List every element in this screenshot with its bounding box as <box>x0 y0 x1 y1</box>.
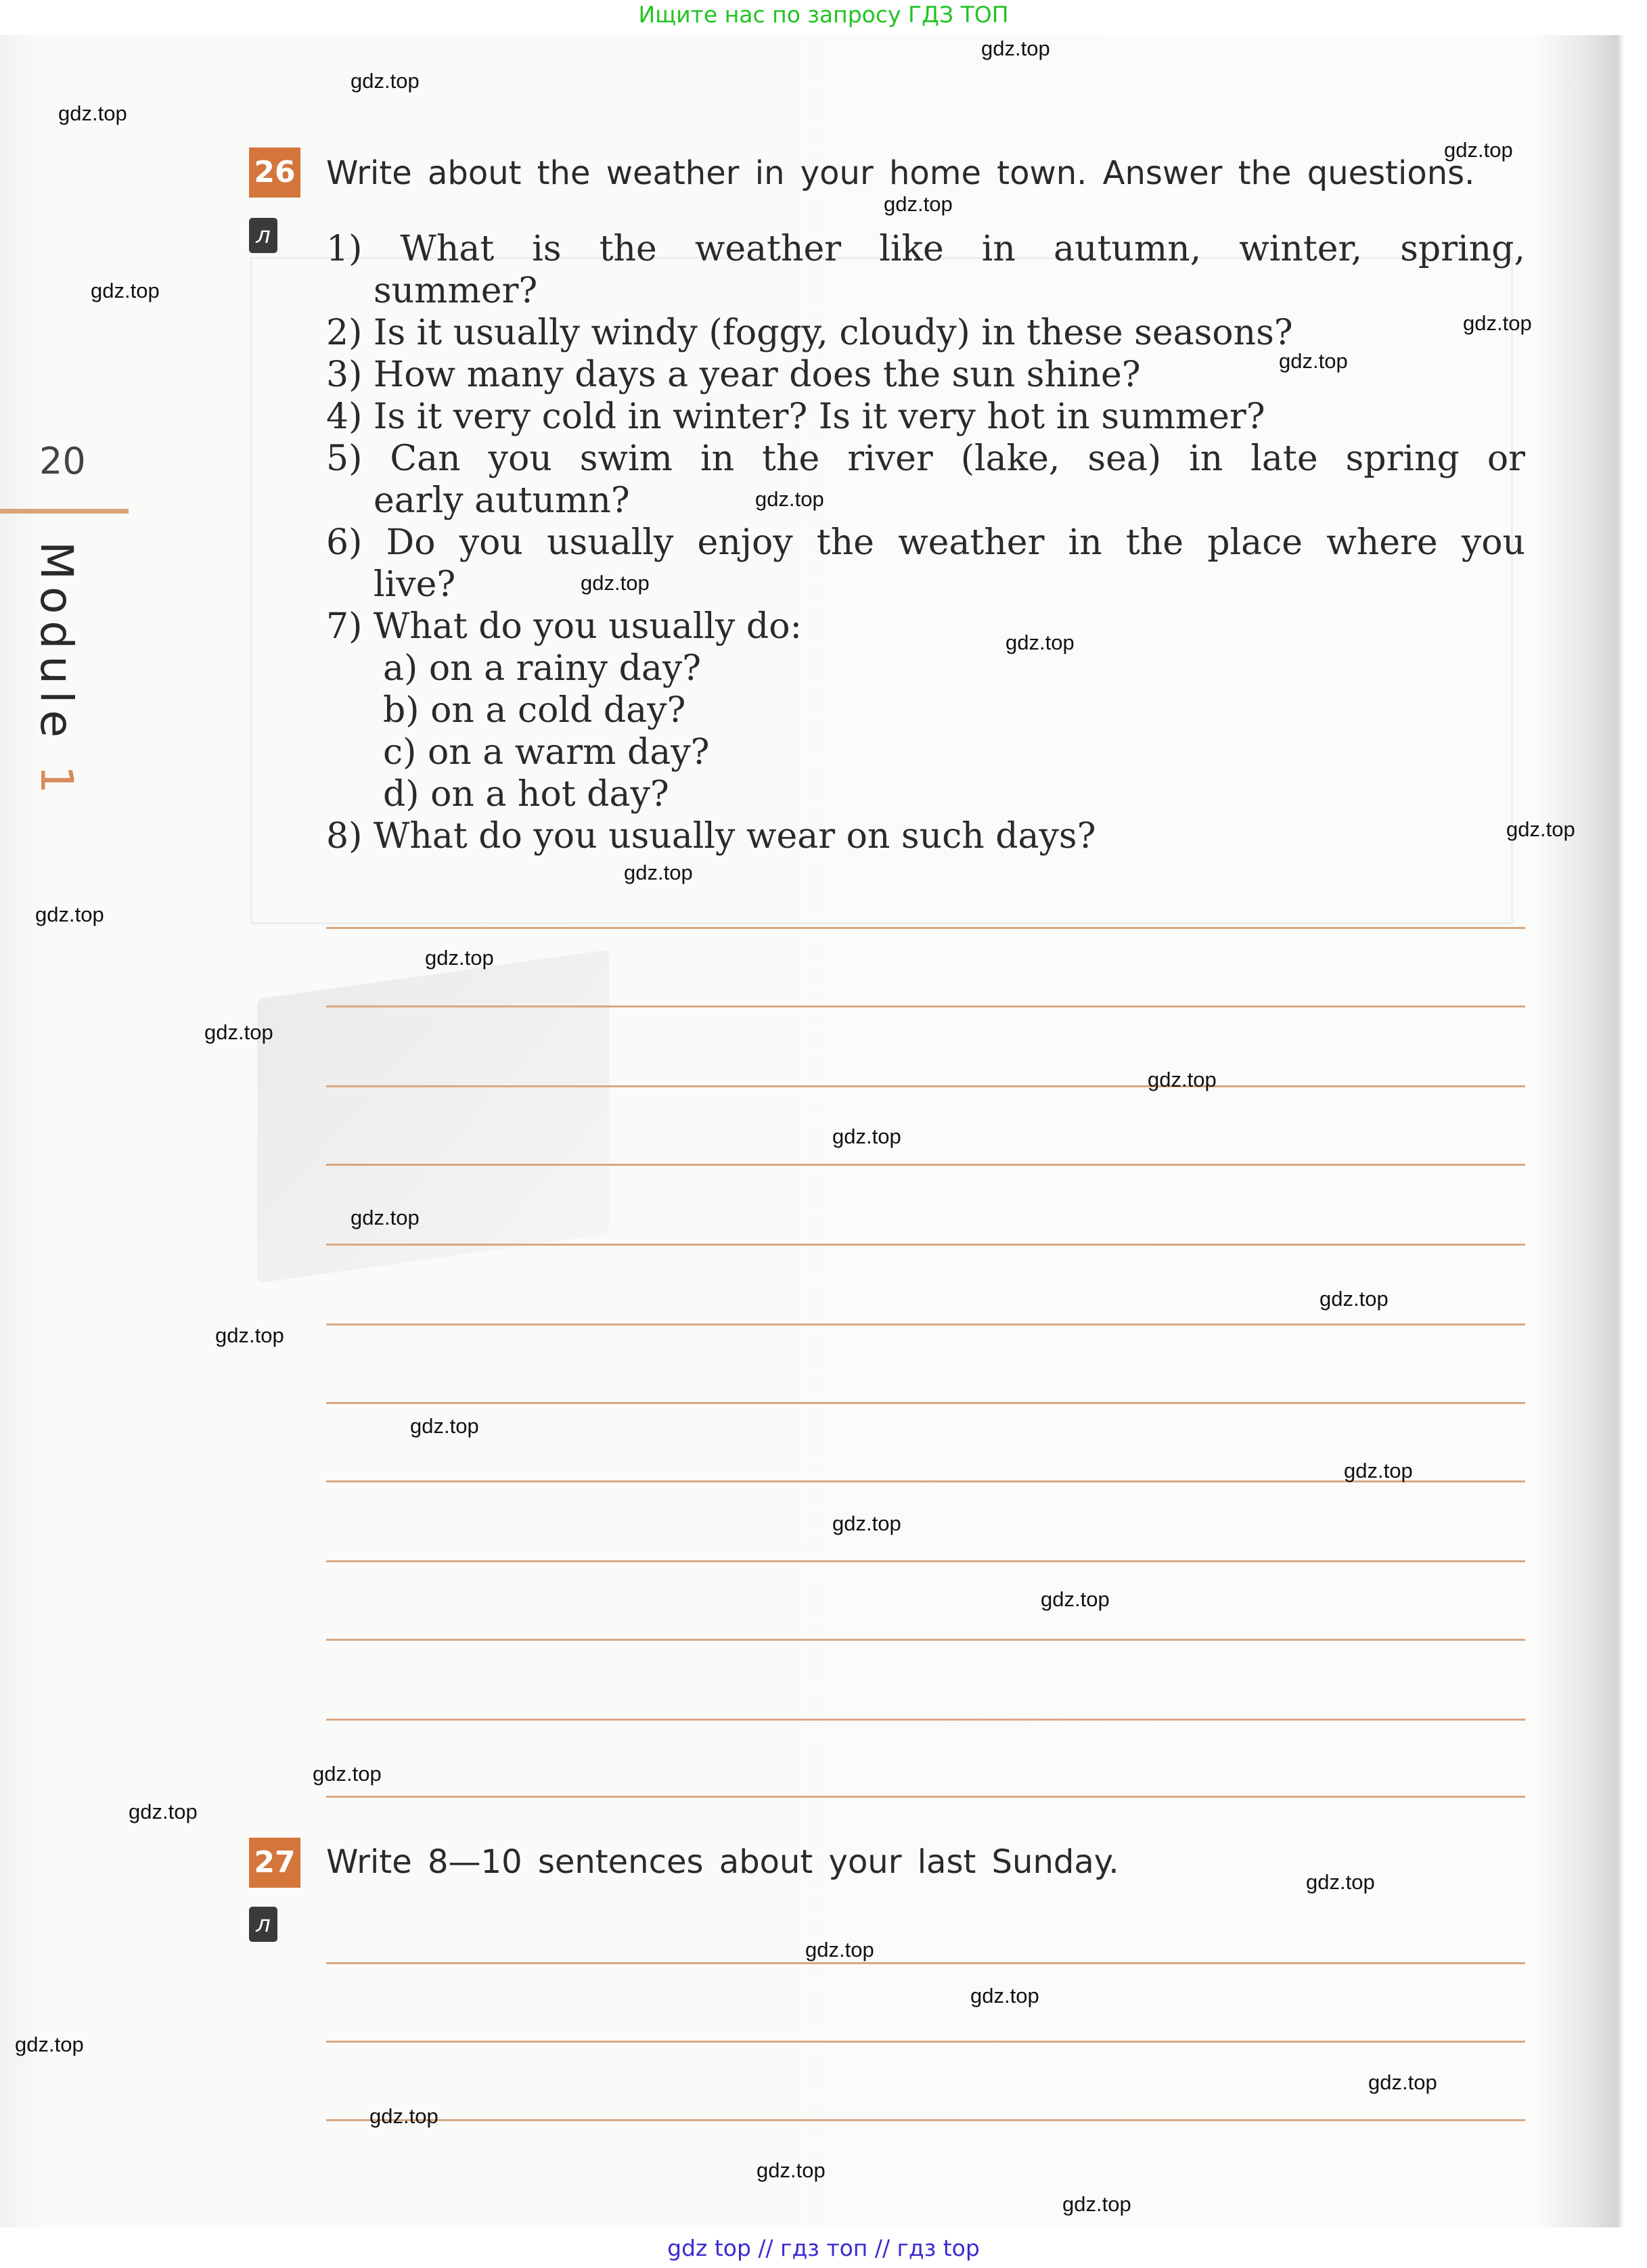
question-5: 5) Can you swim in the river (lake, sea) in late spring or <box>326 438 1525 479</box>
module-word: Module <box>30 541 83 744</box>
watermark: gdz.top <box>1368 2070 1437 2094</box>
answer-line[interactable] <box>326 1639 1525 1641</box>
watermark: gdz.top <box>204 1020 273 1044</box>
watermark: gdz.top <box>91 279 160 302</box>
watermark: gdz.top <box>1463 311 1532 335</box>
watermark: gdz.top <box>1444 138 1513 162</box>
question-7d: d) on a hot day? <box>383 774 669 815</box>
watermark: gdz.top <box>351 1206 420 1229</box>
watermark: gdz.top <box>1506 817 1575 841</box>
question-7a: a) on a rainy day? <box>383 648 702 689</box>
watermark: gdz.top <box>805 1938 874 1961</box>
watermark: gdz.top <box>884 192 953 216</box>
watermark: gdz.top <box>1006 631 1075 654</box>
watermark: gdz.top <box>351 69 420 93</box>
watermark: gdz.top <box>970 1984 1039 2008</box>
answer-line[interactable] <box>326 1323 1525 1325</box>
question-3: 3) How many days a year does the sun shine? <box>326 355 1141 395</box>
watermark: gdz.top <box>15 2033 84 2056</box>
listening-icon: л <box>249 218 277 253</box>
question-1-cont: summer? <box>374 271 538 311</box>
page-number: 20 <box>39 440 86 482</box>
answer-line[interactable] <box>326 1402 1525 1404</box>
task-27-badge: 27 <box>249 1838 300 1888</box>
answer-line[interactable] <box>326 2119 1525 2121</box>
question-7b: b) on a cold day? <box>383 690 686 731</box>
watermark: gdz.top <box>832 1512 901 1535</box>
watermark: gdz.top <box>755 487 824 511</box>
answer-line[interactable] <box>326 927 1525 929</box>
top-banner[interactable]: Ищите нас по запросу ГДЗ ТОП <box>638 1 1009 28</box>
watermark: gdz.top <box>129 1800 198 1823</box>
answer-line[interactable] <box>326 1164 1525 1166</box>
answer-line[interactable] <box>326 2041 1525 2043</box>
watermark: gdz.top <box>1279 349 1348 373</box>
bottom-banner[interactable]: gdz top // гдз топ // гдз top <box>667 2235 980 2261</box>
task-26-heading: Write about the weather in your home town. Answer the questions. <box>326 154 1475 192</box>
answer-line[interactable] <box>326 1962 1525 1964</box>
watermark: gdz.top <box>581 571 650 595</box>
watermark: gdz.top <box>1148 1068 1217 1091</box>
watermark: gdz.top <box>1306 1870 1375 1894</box>
watermark: gdz.top <box>369 2104 438 2128</box>
watermark: gdz.top <box>1319 1287 1389 1311</box>
watermark: gdz.top <box>981 37 1050 60</box>
question-8: 8) What do you usually wear on such days? <box>326 816 1096 857</box>
watermark: gdz.top <box>313 1762 382 1786</box>
answer-line[interactable] <box>326 1719 1525 1721</box>
module-number: 1 <box>30 765 83 800</box>
page-number-rule <box>0 509 129 514</box>
watermark: gdz.top <box>410 1414 479 1438</box>
watermark: gdz.top <box>1344 1459 1413 1482</box>
answer-line[interactable] <box>326 1244 1525 1246</box>
module-label <box>30 541 83 800</box>
question-2: 2) Is it usually windy (foggy, cloudy) in these seasons? <box>326 313 1293 353</box>
question-7: 7) What do you usually do: <box>326 606 803 647</box>
watermark: gdz.top <box>1041 1587 1110 1611</box>
watermark: gdz.top <box>58 101 127 125</box>
watermark: gdz.top <box>757 2158 826 2182</box>
answer-line[interactable] <box>326 1085 1525 1087</box>
question-4: 4) Is it very cold in winter? Is it very hot in summer? <box>326 396 1265 437</box>
question-7c: c) on a warm day? <box>383 732 710 773</box>
task-26-badge: 26 <box>249 148 300 198</box>
answer-line[interactable] <box>326 1796 1525 1798</box>
watermark: gdz.top <box>1062 2192 1131 2216</box>
watermark: gdz.top <box>215 1323 284 1347</box>
listening-icon: л <box>249 1907 277 1942</box>
watermark: gdz.top <box>35 903 104 926</box>
show-through-laptop <box>257 949 609 1283</box>
watermark: gdz.top <box>624 861 693 884</box>
watermark: gdz.top <box>425 946 494 970</box>
question-1: 1) What is the weather like in autumn, winter, spring, <box>326 229 1525 269</box>
question-5-cont: early autumn? <box>374 480 630 521</box>
answer-line[interactable] <box>326 1560 1525 1562</box>
answer-line[interactable] <box>326 1005 1525 1007</box>
task-27-heading: Write 8—10 sentences about your last Sunday. <box>326 1843 1119 1881</box>
question-6-cont: live? <box>374 564 456 605</box>
question-6: 6) Do you usually enjoy the weather in the place where you <box>326 522 1525 563</box>
watermark: gdz.top <box>832 1125 901 1148</box>
